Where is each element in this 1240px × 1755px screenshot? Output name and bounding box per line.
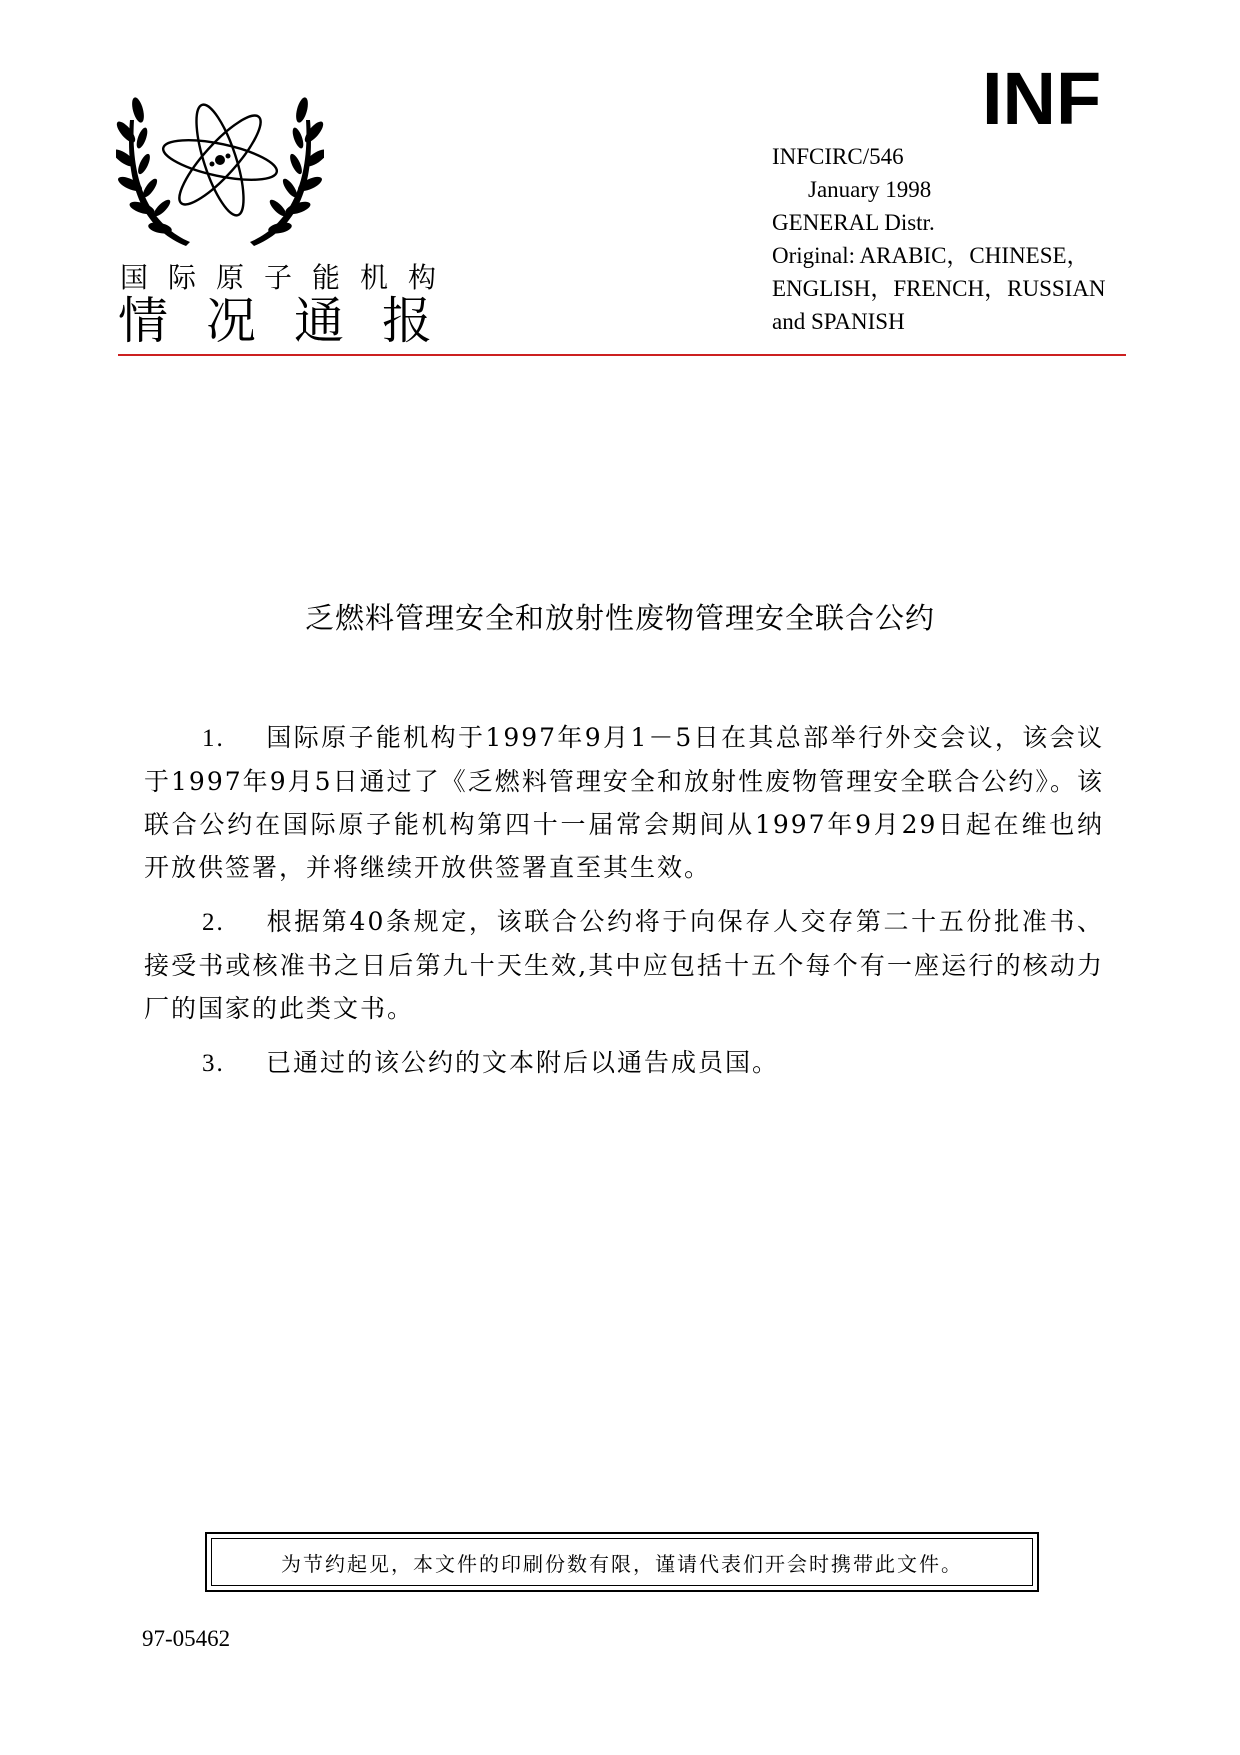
header-divider bbox=[118, 354, 1126, 356]
document-symbol: INFCIRC/546 bbox=[772, 144, 904, 169]
document-type-heading: 情况通报 bbox=[118, 292, 470, 350]
document-number: 97-05462 bbox=[142, 1626, 231, 1651]
series-code: INF bbox=[982, 57, 1102, 140]
paragraph-text: 已通过的该公约的文本附后以通告成员国。 bbox=[266, 1048, 780, 1077]
original-languages-line-3: and SPANISH bbox=[772, 309, 905, 334]
document-date: January 1998 bbox=[808, 177, 932, 202]
document-title: 乏燃料管理安全和放射性废物管理安全联合公约 bbox=[304, 601, 935, 635]
paragraph-2 bbox=[144, 900, 1104, 1030]
paragraph-1 bbox=[144, 716, 1104, 889]
organization-name: 国际原子能机构 bbox=[120, 261, 457, 294]
document-body bbox=[144, 716, 1104, 1085]
document-metadata bbox=[772, 140, 1132, 338]
print-notice-text: 为节约起见，本文件的印刷份数有限，谨请代表们开会时携带此文件。 bbox=[211, 1538, 1033, 1586]
paragraph-number: 2. bbox=[202, 909, 225, 936]
paragraph-text: 根据第40条规定，该联合公约将于向保存人交存第二十五份批准书、接受书或核准书之日后第九十天生效,其中应包括十五个每个有一座运行的核动力厂的国家的此类文书。 bbox=[144, 907, 1104, 1023]
original-languages-line-1: Original: ARABIC，CHINESE， bbox=[772, 243, 1090, 268]
paragraph-text: 国际原子能机构于1997年9月1－5日在其总部举行外交会议，该会议于1997年9月5日通过了《乏燃料管理安全和放射性废物管理安全联合公约》。该联合公约在国际原子能机构第四十一届常会期间从1997年9月29日起在维也纳开放供签署，并将继续开放供签署直至其生效。 bbox=[144, 723, 1104, 882]
print-notice-box bbox=[205, 1532, 1039, 1592]
paragraph-number: 3. bbox=[202, 1050, 225, 1077]
original-languages-line-2: ENGLISH，FRENCH，RUSSIAN bbox=[772, 276, 1106, 301]
paragraph-number: 1. bbox=[202, 725, 225, 752]
distribution: GENERAL Distr. bbox=[772, 210, 935, 235]
iaea-logo-icon bbox=[116, 80, 324, 252]
paragraph-3 bbox=[144, 1041, 1104, 1085]
